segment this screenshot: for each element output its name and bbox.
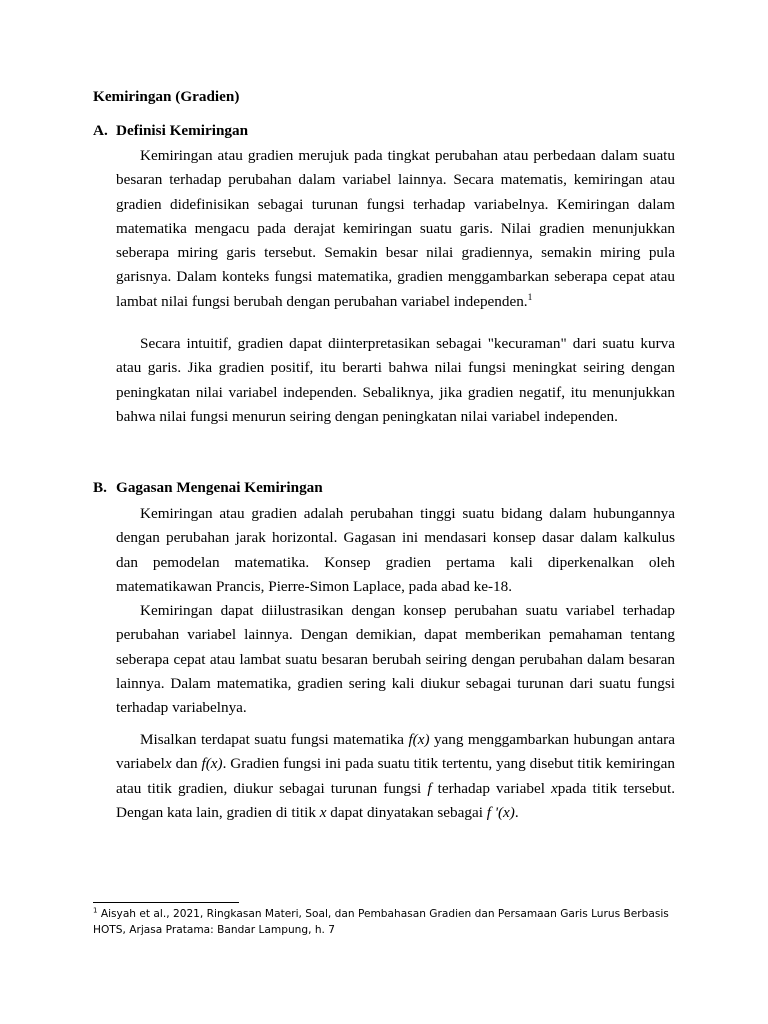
- math-fx: f(x): [201, 755, 223, 773]
- section-b-paragraph-3: [116, 728, 675, 825]
- section-b-paragraph-1-text: Kemiringan atau gradien adalah perubahan tinggi suatu bidang dalam hubungannya dengan perubahan jarak horizontal. Gagasan ini mendasari konsep dasar dalam kalkulus dan pemodelan matematika. Konsep gradien pertama kali diperkenalkan oleh matematikawan Prancis, Pierre-Simon Laplace, pada abad ke-18.: [116, 505, 675, 595]
- section-b-title: Gagasan Mengenai Kemiringan: [116, 479, 323, 496]
- p3-text-7: dapat dinyatakan sebagai: [326, 803, 487, 821]
- section-a-paragraph-1-text: Kemiringan atau gradien merujuk pada tingkat perubahan atau perbedaan dalam suatu besaran terhadap perubahan dalam variabel lainnya. Secara matematis, kemiringan atau gradien didefinisikan sebagai turunan fungsi terhadap variabelnya. Kemiringan dalam matematika mengacu pada derajat kemiringan suatu garis. Nilai gradien menunjukkan seberapa miring garis tersebut. Semakin besar nilai gradiennya, semakin miring pula garisnya. Dalam konteks fungsi matematika, gradien menggambarkan seberapa cepat atau lambat nilai fungsi berubah dengan perubahan variabel independen.: [116, 147, 675, 310]
- math-fx: f(x): [408, 731, 430, 748]
- math-x: x: [164, 755, 172, 773]
- section-b-paragraph-1: [116, 502, 675, 599]
- p3-text-8: .: [514, 803, 519, 821]
- footnote-text: Aisyah et al., 2021, Ringkasan Materi, Soal, dan Pembahasan Gradien dan Persamaan Garis Lurus Berbasis HOTS, Arjasa Pratama: Bandar Lampung, h. 7: [93, 908, 669, 936]
- math-x: x: [319, 803, 327, 821]
- footnote-marker: 1: [93, 906, 98, 915]
- footnote: [93, 907, 673, 938]
- math-f: f: [427, 779, 432, 797]
- math-x: x: [551, 779, 558, 797]
- section-b-paragraph-2-text: Kemiringan dapat diilustrasikan dengan konsep perubahan suatu variabel terhadap perubahan variabel lainnya. Dengan demikian, dapat memberikan pemahaman tentang seberapa cepat atau lambat suatu besaran berubah seiring dengan perubahan dalam besaran lainnya. Dalam matematika, gradien sering kali diukur sebagai turunan dari suatu fungsi terhadap variabelnya.: [116, 602, 675, 717]
- math-f-prime-x: f '(x): [486, 803, 515, 821]
- p3-text-2: yang menggambarkan hubungan antara variabel: [116, 731, 675, 773]
- section-b-paragraph-2: [116, 599, 675, 720]
- footnote-separator: [93, 902, 239, 903]
- section-a-title: Definisi Kemiringan: [116, 122, 249, 139]
- document-title: Kemiringan (Gradien): [93, 88, 240, 105]
- section-a-paragraph-1: [116, 144, 675, 314]
- p3-text-6: pada titik tersebut. Dengan kata lain, gradien di titik: [116, 779, 675, 821]
- section-a-heading: [93, 122, 248, 140]
- footnote-reference: 1: [527, 292, 533, 303]
- p3-text-5: terhadap variabel: [431, 779, 552, 797]
- section-a-paragraph-2-text: Secara intuitif, gradien dapat diinterpretasikan sebagai "kecuraman" dari suatu kurva atau garis. Jika gradien positif, itu berarti bahwa nilai fungsi meningkat seiring dengan peningkatan nilai variabel independen. Sebaliknya, jika gradien negatif, itu menunjukkan bahwa nilai fungsi menurun seiring dengan peningkatan nilai variabel independen.: [116, 335, 675, 425]
- section-a-paragraph-2: [116, 332, 675, 429]
- section-b-heading: [93, 479, 323, 497]
- p3-text-1: Misalkan terdapat suatu fungsi matematika: [140, 731, 409, 748]
- section-b-number: B.: [93, 479, 107, 496]
- p3-text-3: dan: [171, 755, 202, 773]
- p3-text-4: . Gradien fungsi ini pada suatu titik tertentu, yang disebut titik kemiringan atau titik gradien, diukur sebagai turunan fungsi: [116, 755, 675, 797]
- section-a-number: A.: [93, 122, 108, 139]
